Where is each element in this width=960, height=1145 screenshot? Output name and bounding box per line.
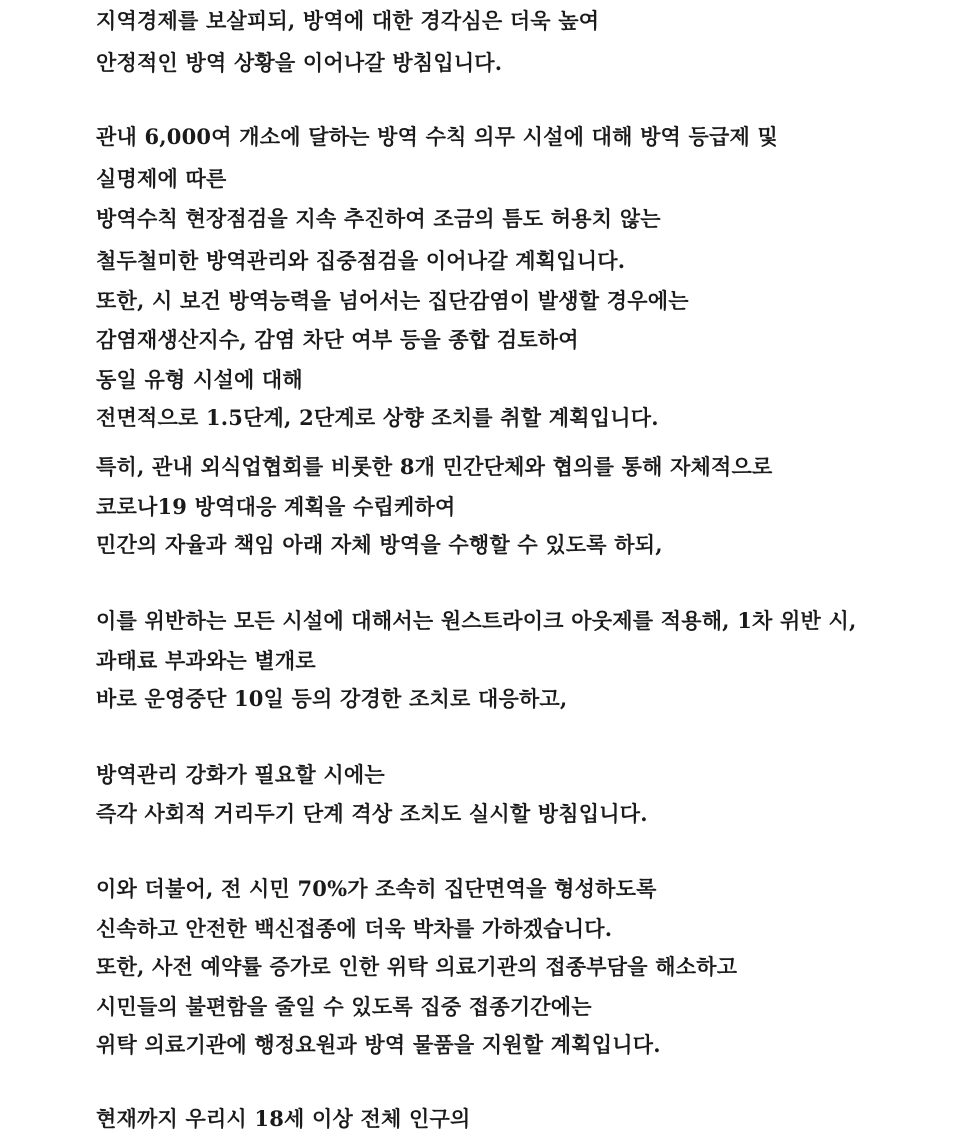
text-line: 지역경제를 보살피되, 방역에 대한 경각심은 더욱 높여 <box>96 8 600 33</box>
text-line: 신속하고 안전한 백신접종에 더욱 박차를 가하겠습니다. <box>96 916 613 941</box>
text-line: 방역수칙 현장점검을 지속 추진하여 조금의 틈도 허용치 않는 <box>96 206 661 231</box>
text-line: 과태료 부과와는 별개로 <box>96 648 316 673</box>
text-line: 현재까지 우리시 18세 이상 전체 인구의 <box>96 1106 471 1131</box>
text-line: 방역관리 강화가 필요할 시에는 <box>96 762 385 787</box>
text-line: 시민들의 불편함을 줄일 수 있도록 집중 접종기간에는 <box>96 994 592 1019</box>
text-line: 감염재생산지수, 감염 차단 여부 등을 종합 검토하여 <box>96 327 579 352</box>
text-line: 이와 더불어, 전 시민 70%가 조속히 집단면역을 형성하도록 <box>96 876 657 901</box>
text-line: 실명제에 따른 <box>96 166 227 191</box>
text-line: 동일 유형 시설에 대해 <box>96 367 303 392</box>
text-line: 즉각 사회적 거리두기 단계 격상 조치도 실시할 방침입니다. <box>96 801 648 826</box>
text-line: 위탁 의료기관에 행정요원과 방역 물품을 지원할 계획입니다. <box>96 1032 661 1057</box>
text-line: 바로 운영중단 10일 등의 강경한 조치로 대응하고, <box>96 686 568 711</box>
text-line: 또한, 시 보건 방역능력을 넘어서는 집단감염이 발생할 경우에는 <box>96 288 689 313</box>
text-line: 민간의 자율과 책임 아래 자체 방역을 수행할 수 있도록 하되, <box>96 532 663 557</box>
text-line: 또한, 사전 예약률 증가로 인한 위탁 의료기관의 접종부담을 해소하고 <box>96 954 738 979</box>
text-line: 관내 6,000여 개소에 달하는 방역 수칙 의무 시설에 대해 방역 등급제 및 <box>96 124 779 149</box>
text-line: 전면적으로 1.5단계, 2단계로 상향 조치를 취할 계획입니다. <box>96 405 659 430</box>
text-line: 철두철미한 방역관리와 집중점검을 이어나갈 계획입니다. <box>96 248 626 273</box>
text-line: 코로나19 방역대응 계획을 수립케하여 <box>96 494 456 519</box>
text-line: 특히, 관내 외식업협회를 비롯한 8개 민간단체와 협의를 통해 자체적으로 <box>96 454 773 479</box>
text-line: 이를 위반하는 모든 시설에 대해서는 원스트라이크 아웃제를 적용해, 1차 위반 시, <box>96 608 857 633</box>
text-line: 안정적인 방역 상황을 이어나갈 방침입니다. <box>96 50 503 75</box>
